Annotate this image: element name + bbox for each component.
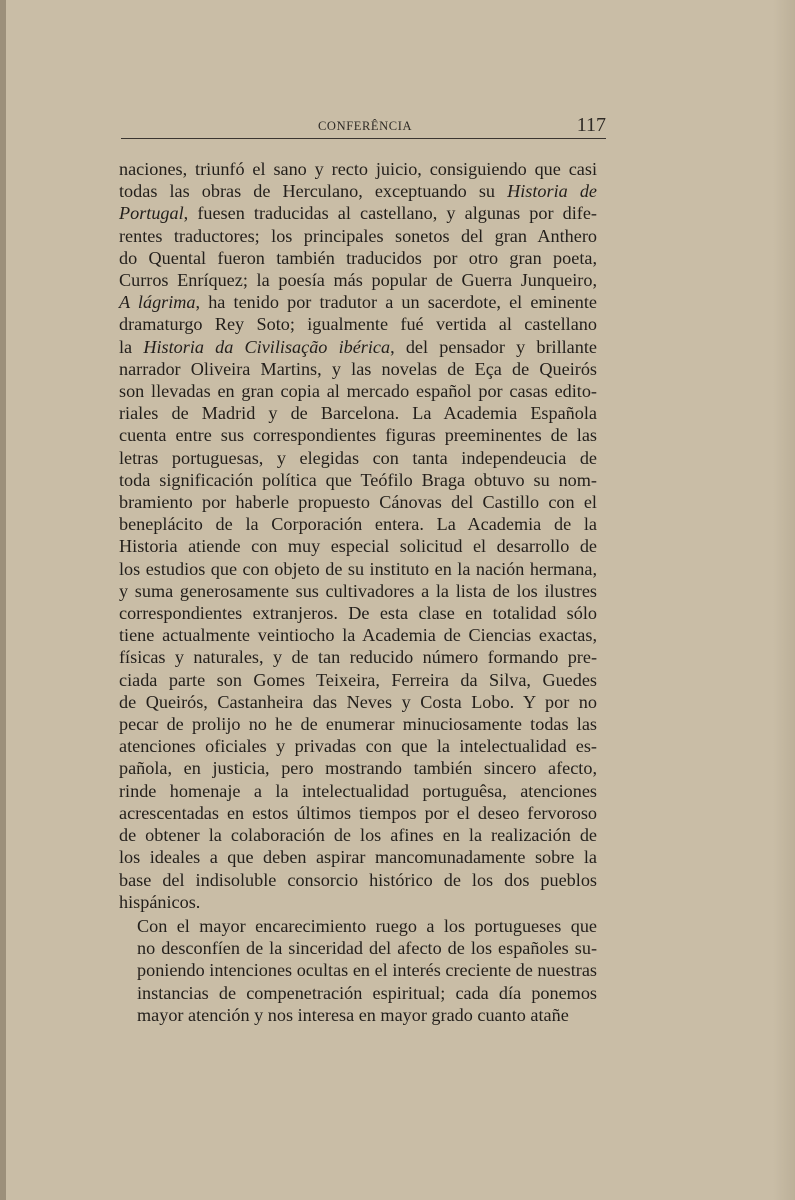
text-line — [119, 291, 597, 313]
text-line — [119, 358, 597, 380]
text-line — [119, 225, 597, 247]
text-run: , ha tenido por tradutor a un sacerdote, el eminente — [195, 292, 597, 313]
text-run: Con el mayor encarecimiento ruego a los portugueses que — [137, 915, 597, 936]
text-run: , del pensador y brillante — [390, 336, 597, 357]
text-line — [119, 846, 597, 868]
italic-title: Portugal — [119, 203, 184, 224]
text-line — [119, 691, 597, 713]
text-run: de Queirós, Castanheira das Neves y Costa Lobo. Y por no — [119, 691, 597, 712]
italic-title: Historia de — [507, 181, 597, 202]
text-line — [119, 959, 597, 981]
text-run: los ideales a que deben aspirar mancomunadamente sobre la — [119, 847, 597, 868]
italic-title: A lágrima — [119, 292, 196, 313]
text-line — [119, 713, 597, 735]
page-number: 117 — [576, 114, 606, 136]
text-run: do Quental fueron también traducidos por otro gran poeta, — [119, 247, 597, 268]
text-line — [119, 824, 597, 846]
text-line — [119, 158, 597, 180]
text-line — [119, 891, 597, 913]
paragraph — [119, 915, 597, 1026]
text-run: son llevadas en gran copia al mercado español por casas edito- — [119, 381, 597, 402]
text-run: rentes traductores; los principales sonetos del gran Anthero — [119, 225, 597, 246]
text-line — [119, 313, 597, 335]
text-line — [119, 602, 597, 624]
text-run: toda significación política que Teófilo Braga obtuvo su nom- — [119, 469, 597, 490]
text-run: mayor atención y nos interesa en mayor grado cuanto atañe — [137, 1004, 569, 1025]
text-run: rinde homenaje a la intelectualidad portuguêsa, atenciones — [119, 780, 597, 801]
text-run: cuenta entre sus correspondientes figuras preeminentes de las — [119, 425, 597, 446]
text-line — [119, 424, 597, 446]
text-run: beneplácito de la Corporación entera. La Academia de la — [119, 514, 597, 535]
text-line — [119, 491, 597, 513]
text-line — [119, 802, 597, 824]
text-line — [119, 937, 597, 959]
text-run: tiene actualmente veintiocho la Academia de Ciencias exactas, — [119, 625, 597, 646]
body-text — [119, 158, 597, 1026]
text-line — [119, 735, 597, 757]
text-run: letras portuguesas, y elegidas con tanta independeucia de — [119, 447, 597, 468]
text-line — [119, 513, 597, 535]
text-run: pecar de prolijo no he de enumerar minuciosamente todas las — [119, 714, 597, 735]
text-run: Historia atiende con muy especial solicitud el desarrollo de — [119, 536, 597, 557]
text-line — [119, 669, 597, 691]
text-line — [119, 535, 597, 557]
text-run: atenciones oficiales y privadas con que la intelectualidad es- — [119, 736, 597, 757]
text-run: dramaturgo Rey Soto; igualmente fué vertida al castellano — [119, 314, 597, 335]
text-line — [119, 202, 597, 224]
text-line — [119, 402, 597, 424]
text-line — [119, 447, 597, 469]
text-line — [119, 380, 597, 402]
page-right-edge — [773, 0, 795, 1200]
text-line — [119, 915, 597, 937]
text-run: narrador Oliveira Martins, y las novelas de Eça de Queirós — [119, 358, 597, 379]
text-run: los estudios que con objeto de su instituto en la nación hermana, — [119, 558, 597, 579]
text-run: pañola, en justicia, pero mostrando también sincero afecto, — [119, 758, 597, 779]
text-run: la — [119, 336, 144, 357]
header-rule — [121, 138, 606, 139]
text-run: de obtener la colaboración de los afines en la realización de — [119, 825, 597, 846]
text-run: físicas y naturales, y de tan reducido número formando pre- — [119, 647, 597, 668]
text-run: todas las obras de Herculano, exceptuando su — [119, 181, 508, 202]
page-header — [121, 116, 606, 142]
text-run: base del indisoluble consorcio histórico de los dos pueblos — [119, 869, 597, 890]
text-run: poniendo intenciones ocultas en el interés creciente de nuestras — [137, 960, 597, 981]
text-run: riales de Madrid y de Barcelona. La Academia Española — [119, 403, 597, 424]
text-line — [119, 469, 597, 491]
text-line — [119, 336, 597, 358]
text-line — [119, 869, 597, 891]
text-line — [119, 757, 597, 779]
text-line — [119, 247, 597, 269]
text-run: Curros Enríquez; la poesía más popular de Guerra Junqueiro, — [119, 270, 597, 291]
text-run: y suma generosamente sus cultivadores a la lista de los ilustres — [119, 580, 597, 601]
text-line — [119, 646, 597, 668]
text-run: hispánicos. — [119, 891, 201, 912]
text-line — [119, 269, 597, 291]
text-line — [119, 580, 597, 602]
text-line — [119, 624, 597, 646]
paragraph — [119, 158, 597, 913]
text-line — [119, 780, 597, 802]
text-line — [119, 180, 597, 202]
text-line — [119, 558, 597, 580]
text-run: instancias de compenetración espiritual; cada día ponemos — [137, 982, 597, 1003]
text-run: acrescentadas en estos últimos tiempos por el deseo fervoroso — [119, 802, 597, 823]
text-line — [119, 982, 597, 1004]
text-run: bramiento por haberle propuesto Cánovas del Castillo con el — [119, 492, 597, 513]
text-run: ciada parte son Gomes Teixeira, Ferreira da Silva, Guedes — [119, 669, 597, 690]
running-head: CONFERÊNCIA — [318, 119, 413, 133]
text-run: naciones, triunfó el sano y recto juicio, consiguiendo que casi — [119, 159, 597, 179]
text-run: , fuesen traducidas al castellano, y algunas por dife- — [183, 203, 597, 224]
text-run: no desconfíen de la sinceridad del afecto de los españoles su- — [137, 938, 597, 959]
italic-title: Historia da Civilisação ibérica — [143, 336, 391, 357]
text-line — [119, 1004, 597, 1026]
page-left-edge — [0, 0, 6, 1200]
text-run: correspondientes extranjeros. De esta clase en totalidad sólo — [119, 603, 597, 624]
